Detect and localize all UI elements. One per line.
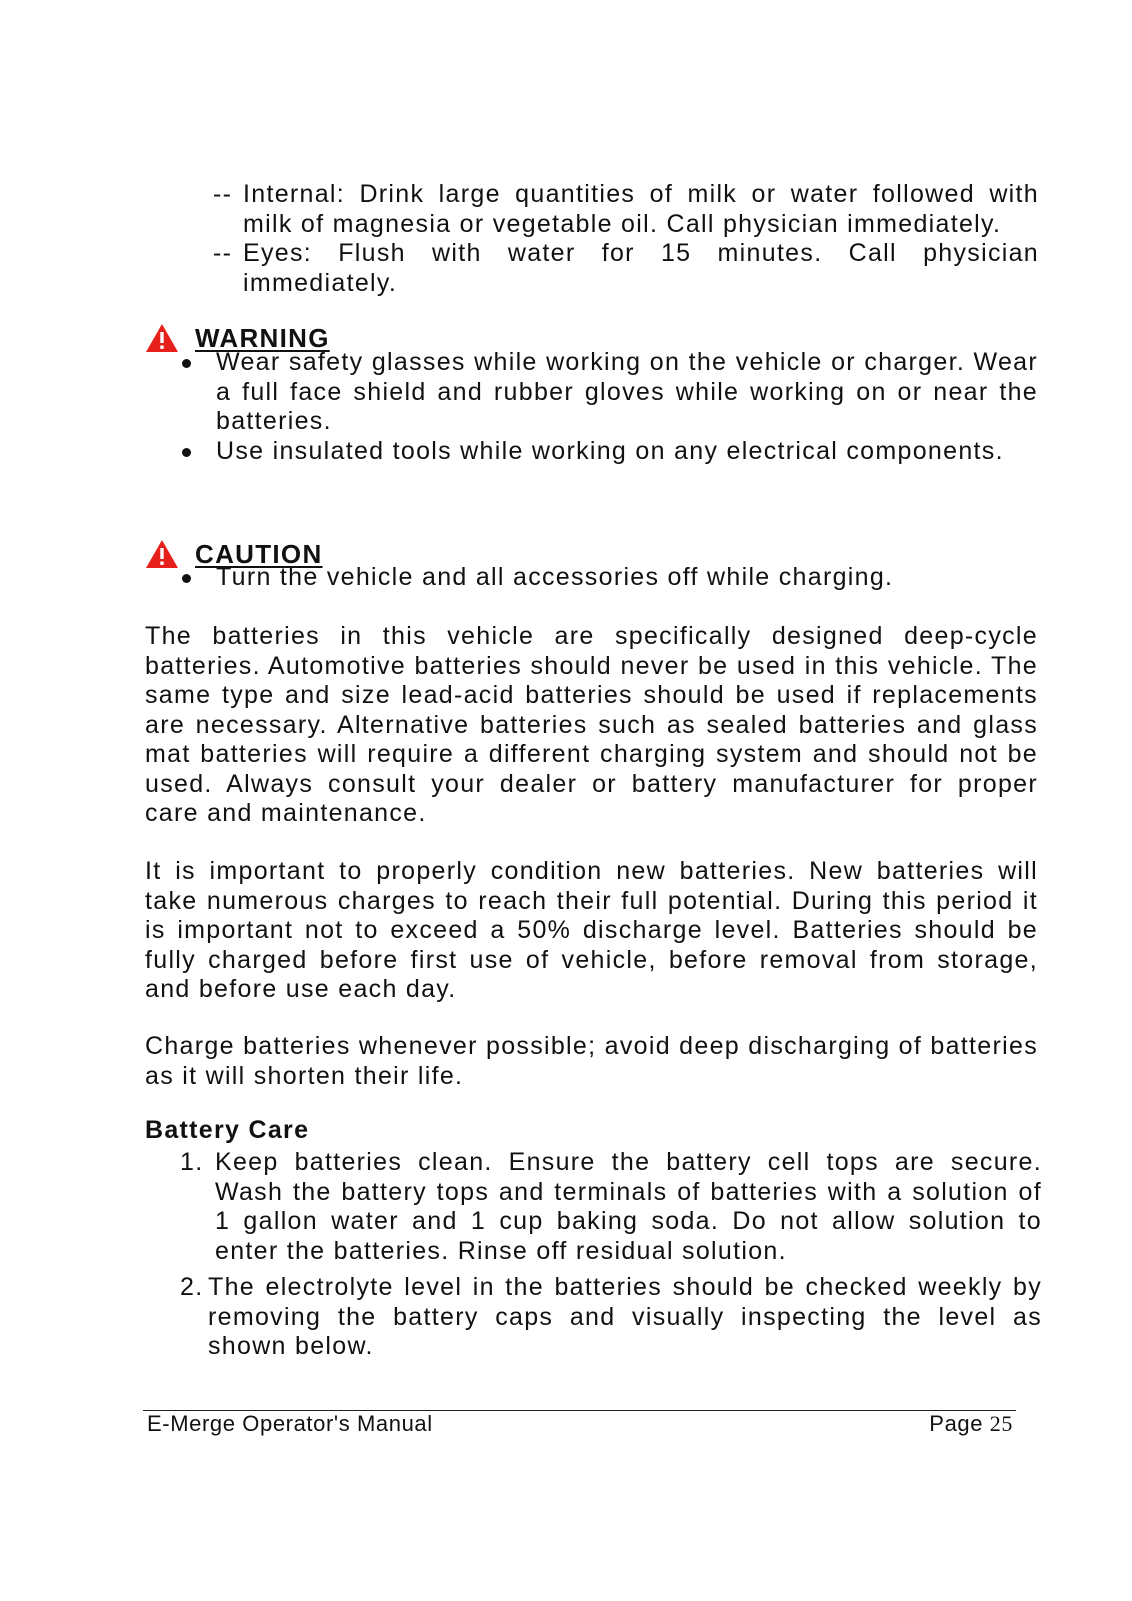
warning-item-text: Use insulated tools while working on any electrical components. (216, 436, 1004, 465)
step-number: 1. (180, 1148, 204, 1176)
dash-marker: -- (213, 239, 233, 267)
warning-title: WARNING (195, 322, 330, 353)
step-number: 2. (180, 1273, 204, 1301)
bullet-icon (182, 448, 191, 457)
caution-list (180, 563, 1038, 593)
bullet-icon (182, 574, 191, 583)
list-item (180, 563, 1038, 593)
page-number: 25 (989, 1411, 1013, 1436)
dash-marker: -- (213, 180, 233, 208)
caution-title: CAUTION (195, 538, 323, 569)
step-text: The electrolyte level in the batteries should be checked weekly by removing the battery caps and visually inspecting the level as shown below. (208, 1273, 1042, 1360)
footer-page-number (929, 1411, 1013, 1437)
battery-care-step (180, 1273, 1042, 1362)
warning-list (180, 348, 1038, 466)
paragraph-battery-type: The batteries in this vehicle are specifically designed deep-cycle batteries. Automotive batteries should never be used in this vehicle. The same type and size lead-acid batteries should be used if replacements are necessary. Alternative batteries such as sealed batteries and glass mat batteries will require a different charging system and should not be used. Always consult your dealer or battery manufacturer for proper care and maintenance. (145, 622, 1038, 827)
warning-item-text: Wear safety glasses while working on the vehicle or charger. Wear a full face shield and rubber gloves while working on or near the batteries. (216, 348, 1038, 435)
bullet-icon (182, 359, 191, 368)
first-aid-internal (213, 180, 1039, 239)
battery-care-step (180, 1148, 1042, 1266)
first-aid-instructions (213, 180, 1039, 298)
list-item (180, 1148, 1042, 1266)
battery-care-heading: Battery Care (145, 1116, 310, 1144)
list-item (180, 1273, 1042, 1362)
step-text: Keep batteries clean. Ensure the battery cell tops are secure. Wash the battery tops and terminals of batteries with a solution of 1 gallon water and 1 cup baking soda. Do not allow solution to enter the batteries. Rinse off residual solution. (215, 1148, 1042, 1265)
first-aid-eyes-text: Eyes: Flush with water for 15 minutes. Call physician immediately. (243, 239, 1039, 297)
list-item (180, 348, 1038, 437)
footer-manual-title: E-Merge Operator's Manual (147, 1411, 433, 1436)
first-aid-eyes (213, 239, 1039, 298)
warning-triangle-icon (145, 323, 179, 353)
page-label: Page (929, 1411, 984, 1436)
first-aid-internal-text: Internal: Drink large quantities of milk or water followed with milk of magnesia or vegetable oil. Call physician immediately. (243, 180, 1039, 238)
list-item (180, 437, 1038, 467)
warning-triangle-icon (145, 539, 179, 569)
paragraph-conditioning: It is important to properly condition new batteries. New batteries will take numerous charges to reach their full potential. During this period it is important not to exceed a 50% discharge level. Batteries should be fully charged before first use of vehicle, before removal from storage, and before use each day. (145, 857, 1038, 1003)
paragraph-charging: Charge batteries whenever possible; avoid deep discharging of batteries as it will shorten their life. (145, 1032, 1038, 1090)
caution-item-text: Turn the vehicle and all accessories off while charging. (216, 563, 894, 591)
